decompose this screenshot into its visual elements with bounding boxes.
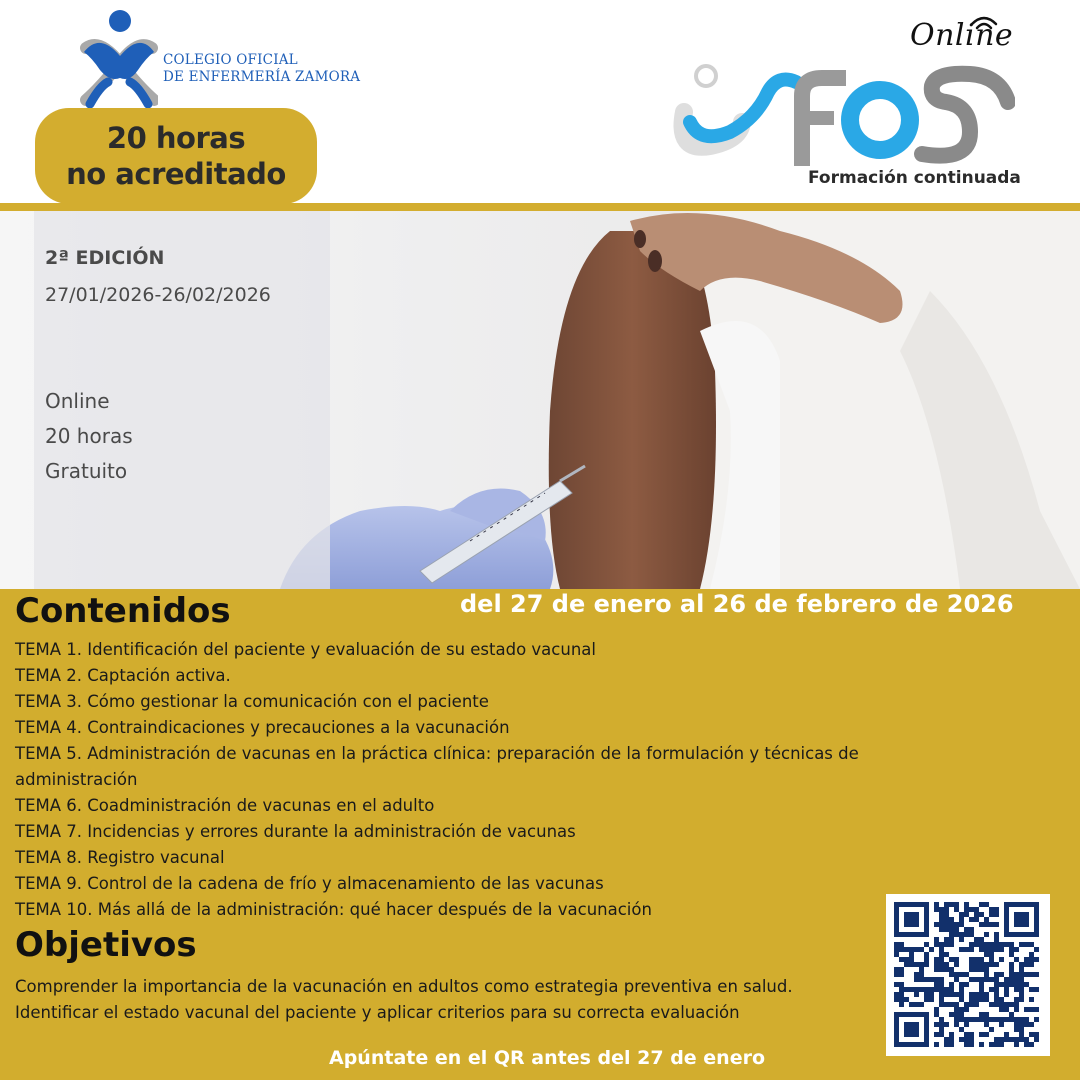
tema-item: TEMA 9. Control de la cadena de frío y almacenamiento de las vacunas	[15, 874, 604, 893]
edition-label: 2ª EDICIÓN	[45, 247, 165, 269]
objetivo-item: Identificar el estado vacunal del paciente y aplicar criterios para su correcta evaluación	[15, 1003, 740, 1022]
org-name	[163, 52, 360, 86]
wifi-icon	[966, 10, 1002, 34]
org-name-line2: DE ENFERMERÍA ZAMORA	[163, 69, 361, 85]
qr-code-icon	[886, 894, 1050, 1056]
gold-divider	[0, 203, 1080, 211]
hours-badge	[35, 108, 317, 204]
tema-item: TEMA 4. Contraindicaciones y precauciones a la vacunación	[15, 718, 510, 737]
signup-qr-code[interactable]	[886, 894, 1050, 1056]
tema-item: TEMA 7. Incidencias y errores durante la administración de vacunas	[15, 822, 576, 841]
hours-badge-line2: no acreditado	[66, 157, 286, 191]
objetivos-heading: Objetivos	[15, 925, 197, 965]
colegio-logo-icon	[80, 8, 158, 108]
price-label: Gratuito	[45, 459, 128, 483]
tema-item: TEMA 10. Más allá de la administración: qué hacer después de la vacunación	[15, 900, 652, 919]
modality-label: Online	[45, 389, 110, 413]
org-name-line1: COLEGIO OFICIAL	[163, 52, 298, 68]
signup-cta: Apúntate en el QR antes del 27 de enero	[329, 1047, 766, 1069]
tema-item: TEMA 8. Registro vacunal	[15, 848, 225, 867]
tema-item: TEMA 3. Cómo gestionar la comunicación con el paciente	[15, 692, 489, 711]
edition-dates: 27/01/2026-26/02/2026	[45, 284, 271, 306]
objetivo-item: Comprender la importancia de la vacunación en adultos como estrategia preventiva en salud.	[15, 977, 793, 996]
isfos-tagline: Formación continuada	[808, 168, 1021, 188]
tema-item: TEMA 1. Identificación del paciente y evaluación de su estado vacunal	[15, 640, 596, 659]
temas-list	[15, 637, 975, 923]
tema-item: TEMA 2. Captación activa.	[15, 666, 231, 685]
hours-badge-line1: 20 horas	[106, 121, 246, 155]
isfos-logo-icon	[670, 62, 1015, 184]
contenidos-heading: Contenidos	[15, 591, 231, 631]
tema-item: TEMA 6. Coadministración de vacunas en el adulto	[15, 796, 435, 815]
vaccination-photo	[0, 211, 1080, 589]
course-date-range: del 27 de enero al 26 de febrero de 2026	[460, 590, 1014, 618]
objetivos-list	[15, 974, 855, 1026]
duration-label: 20 horas	[45, 424, 133, 448]
online-label: Online	[910, 18, 1014, 53]
tema-item: TEMA 5. Administración de vacunas en la práctica clínica: preparación de la formulación y técnicas de administración	[15, 744, 859, 789]
